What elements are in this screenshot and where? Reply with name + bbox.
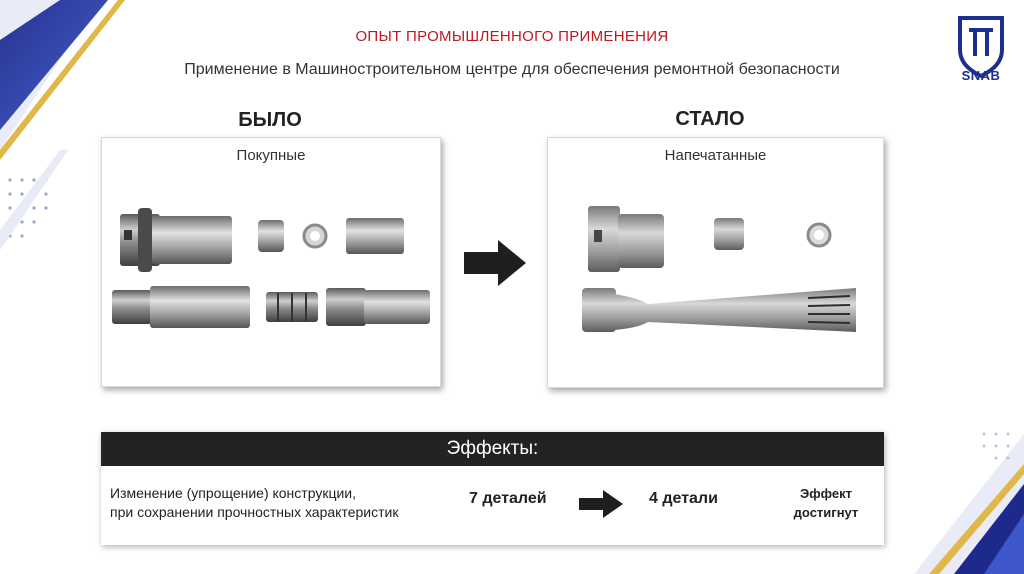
parts-after-count: 4 детали — [649, 490, 718, 507]
effect-result-line1: Эффект — [800, 486, 852, 501]
effects-description-line1: Изменение (упрощение) конструкции, — [110, 485, 357, 501]
effects-description-line2: при сохранении прочностных характеристик — [110, 504, 399, 520]
part-long-housing — [112, 286, 250, 328]
page-title: ОПЫТ ПРОМЫШЛЕННОГО ПРИМЕНЕНИЯ — [355, 28, 669, 45]
logo-text: SNAB — [961, 68, 1001, 83]
part-small-bushing — [258, 220, 284, 252]
printed-parts-image — [548, 138, 885, 389]
after-title: СТАЛО — [675, 108, 745, 130]
part-threaded-body — [326, 288, 430, 326]
part-printed-collar — [588, 206, 664, 272]
effect-result-line2: достигнут — [793, 505, 859, 520]
right-arrow-icon — [464, 240, 526, 286]
effects-description — [110, 484, 398, 522]
before-title: БЫЛО — [238, 109, 302, 131]
parts-before-count: 7 деталей — [469, 490, 547, 507]
part-collar-sleeve — [120, 208, 232, 272]
after-label: Напечатанные — [664, 147, 767, 164]
part-sleeve — [346, 218, 404, 254]
effect-result — [781, 484, 871, 522]
part-printed-body — [582, 288, 856, 332]
part-printed-bushing — [714, 218, 744, 250]
page-subtitle: Применение в Машиностроительном центре для обеспечения ремонтной безопасности — [184, 61, 840, 78]
purchased-parts-image — [102, 138, 442, 388]
before-label: Покупные — [236, 147, 306, 164]
right-arrow-icon — [579, 490, 623, 518]
after-panel — [547, 137, 884, 388]
effects-block — [101, 432, 884, 545]
before-panel — [101, 137, 441, 387]
effects-title: Эффекты: — [101, 432, 884, 466]
